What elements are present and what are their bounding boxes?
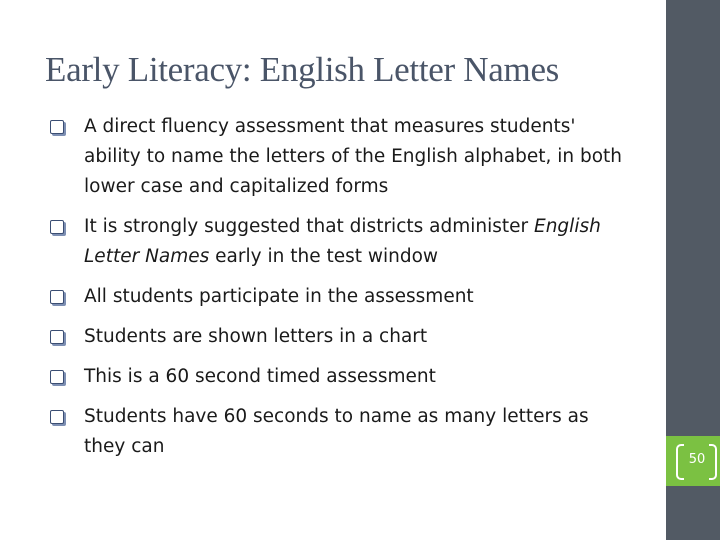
checkbox-bullet-icon: [50, 330, 64, 344]
bullet-item: [48, 402, 623, 462]
checkbox-bullet-icon: [50, 220, 64, 234]
bullet-text: Students are shown letters in a chart: [84, 326, 428, 347]
bullet-emphasis: English Letter Names: [84, 216, 601, 267]
bullet-item: [48, 112, 623, 202]
page-number: 50: [688, 452, 706, 467]
checkbox-bullet-icon: [50, 290, 64, 304]
left-bracket-icon: [676, 444, 684, 480]
slide-title: Early Literacy: English Letter Names: [45, 50, 559, 89]
bullet-text: early in the test window: [209, 246, 439, 267]
checkbox-bullet-icon: [50, 370, 64, 384]
bullet-item: [48, 212, 623, 272]
bullet-text: This is a 60 second timed assessment: [84, 366, 436, 387]
page-number-badge: [666, 436, 720, 486]
bullet-text: A direct fluency assessment that measures students' ability to name the letters of the English alphabet, in both lower case and capitalized forms: [84, 116, 622, 197]
checkbox-bullet-icon: [50, 410, 64, 424]
checkbox-bullet-icon: [50, 120, 64, 134]
bullet-item: [48, 362, 623, 392]
bullet-item: [48, 282, 623, 312]
bullet-text: It is strongly suggested that districts administer: [84, 216, 535, 237]
bullet-text: Students have 60 seconds to name as many letters as they can: [84, 406, 589, 457]
bullet-list: [48, 112, 623, 472]
right-bracket-icon: [709, 444, 717, 480]
bullet-text: All students participate in the assessment: [84, 286, 474, 307]
bullet-item: [48, 322, 623, 352]
